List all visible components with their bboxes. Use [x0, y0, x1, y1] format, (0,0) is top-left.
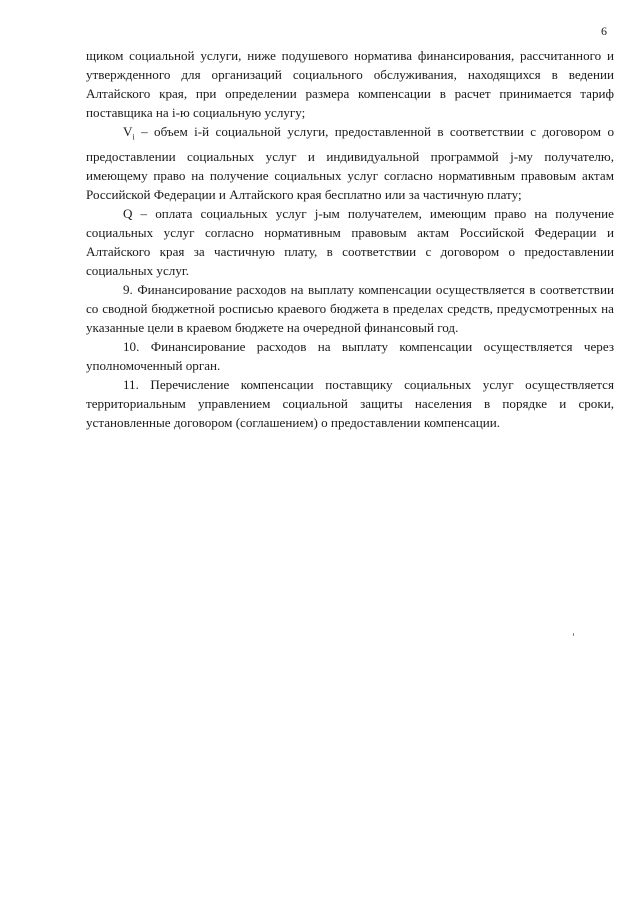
symbol-subscript-i: i	[132, 132, 135, 142]
paragraph-item-9: 9. Финансирование расходов на выплату компенсации осуществляется в соответствии со сводной бюджетной росписью краевого бюджета в пределах средств, предусмотренных на указанные цели в краевом бюджете на очередной финансовый год.	[86, 281, 614, 335]
paragraph-vi-definition	[86, 122, 614, 204]
paragraph-continuation: щиком социальной услуги, ниже подушевого норматива финансирования, рассчитанного и утвержденного для организаций социального обслуживания, находящихся в ведении Алтайского края, при определении размера компенсации в расчет принимается тариф поставщика на i-ю социальную услугу;	[86, 48, 614, 120]
paragraph-item-10: 10. Финансирование расходов на выплату компенсации осуществляется через уполномоченный орган.	[86, 338, 614, 373]
paragraph-item-11: 11. Перечисление компенсации поставщику социальных услуг осуществляется территориальным управлением социальной защиты населения в порядке и сроки, установленные договором (соглашением) о предоставлении компенсации.	[86, 376, 614, 430]
symbol-v: V	[123, 124, 133, 139]
scan-artifact	[573, 633, 574, 636]
vi-definition-text: – объем i-й социальной услуги, предоставленной в соответствии с договором о предоставлении социальных услуг и индивидуальной программой j-му получателю, имеющему право на получение социальных услуг согласно нормативным правовым актам Российской Федерации и Алтайского края бесплатно или за частичную плату;	[86, 124, 614, 202]
document-body	[86, 46, 614, 432]
paragraph-q-definition: Q – оплата социальных услуг j-ым получателем, имеющим право на получение социальных услуг согласно нормативным правовым актам Российской Федерации и Алтайского края за частичную плату, в соответствии с договором о предоставлении социальных услуг.	[86, 205, 614, 278]
page-number: 6	[601, 24, 607, 38]
